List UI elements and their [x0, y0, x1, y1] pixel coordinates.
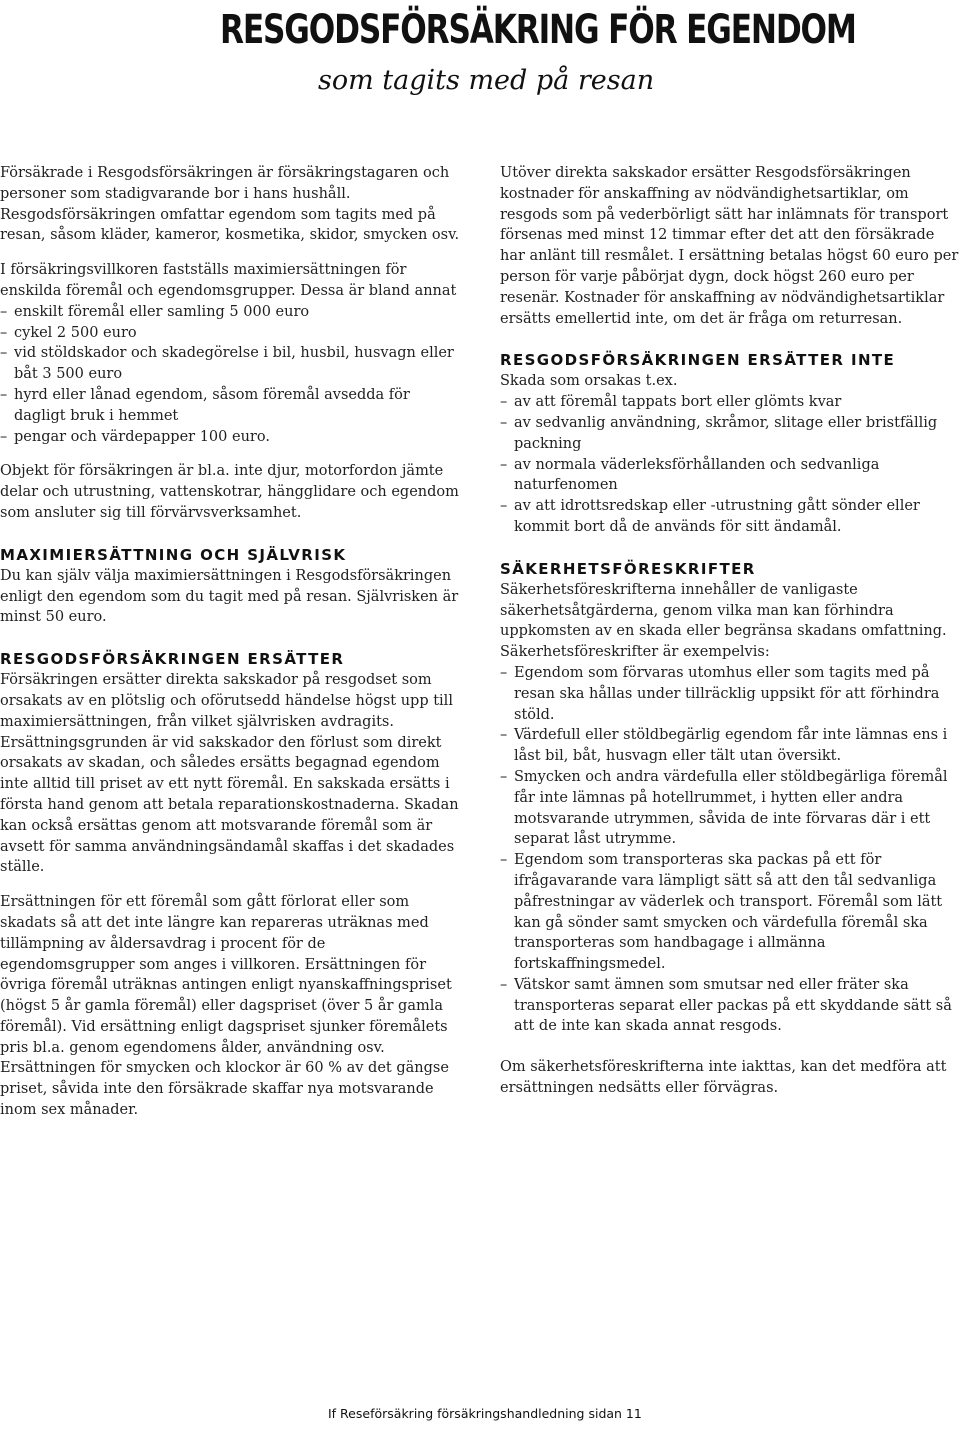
- list-item: – av normala väderleksförhållanden och sedvanliga naturfenomen: [500, 455, 960, 497]
- closing-paragraph: Om säkerhetsföreskrifterna inte iakttas, kan det medföra att ersättningen nedsätts eller förvägras.: [500, 1059, 947, 1097]
- compensation-paragraph: Försäkringen ersätter direkta sakskador på resgodset som orsakats av en plötslig och oförutsedd händelse högst upp till maximiersättningen, från vilket självrisken avdragits. Ersättningsgrunden är vid sakskador den förlust som direkt orsakats av skadan, och således ersätts begagnad egendom inte alltid till priset av ett nytt föremål. En sakskada ersätts i första hand genom att betala reparationskostnaderna. Skadan kan också ersättas genom att motsvarande föremål som är avsett för samma användningsändamål skaffas i det skadades ställe.: [0, 672, 459, 876]
- list-item: – cykel 2 500 euro: [0, 323, 460, 344]
- list-item: – Smycken och andra värdefulla eller stöldbegärliga föremål får inte lämnas på hotellrummet, i hytten eller andra motsvarande utrymmen, såvida de inte förvaras där i ett separat låst utrymme.: [500, 767, 960, 850]
- list-item: – Vätskor samt ämnen som smutsar ned eller fräter ska transporteras separat eller packas på ett skyddande sätt så att de inte kan skada annat resgods.: [500, 975, 960, 1037]
- maximum-paragraph: Du kan själv välja maximiersättningen i Resgodsförsäkringen enligt den egendom som du tagit med på resan. Självrisken är minst 50 euro.: [0, 567, 459, 626]
- safety-list: [500, 663, 960, 1037]
- limits-intro-paragraph: I försäkringsvillkoren fastställs maximiersättningen för enskilda föremål och egendomsgrupper. Dessa är bland annat: [0, 262, 457, 299]
- section-heading-not-compensated: RESGODSFÖRSÄKRINGEN ERSÄTTER INTE: [500, 351, 896, 370]
- page-footer: If Reseförsäkring försäkringshandledning sidan 11: [328, 1406, 642, 1421]
- list-item: – enskilt föremål eller samling 5 000 euro: [0, 302, 460, 323]
- list-item: – Värdefull eller stöldbegärlig egendom får inte lämnas ens i låst bil, båt, husvagn eller tält utan översikt.: [500, 725, 960, 767]
- delay-paragraph: Utöver direkta sakskador ersätter Resgodsförsäkringen kostnader för anskaffning av nödvändighetsartiklar, om resgods som på vederbörligt sätt har inlämnats för transport försenas med minst 12 timmar efter det att den försäkrade har anlänt till resmålet. I ersättning betalas högst 60 euro per person för varje påbörjat dygn, dock högst 260 euro per resenär. Kostnader för anskaffning av nödvändighetsartiklar ersätts emellertid inte, om det är fråga om returresan.: [500, 165, 959, 327]
- list-item: – hyrd eller lånad egendom, såsom föremål avsedda för dagligt bruk i hemmet: [0, 385, 460, 427]
- intro-paragraph: Försäkrade i Resgodsförsäkringen är försäkringstagaren och personer som stadigvarande bor i hans hushåll. Resgodsförsäkringen omfattar egendom som tagits med på resan, såsom kläder, kameror, kosmetika, skidor, smycken osv.: [0, 165, 460, 244]
- section-heading-maximum: MAXIMIERSÄTTNING OCH SJÄLVRISK: [0, 545, 347, 564]
- list-item: – vid stöldskador och skadegörelse i bil, husbil, husvagn eller båt 3 500 euro: [0, 343, 460, 385]
- list-item: – Egendom som förvaras utomhus eller som tagits med på resan ska hållas under tillräcklig uppsikt för att förhindra stöld.: [500, 663, 960, 725]
- section-heading-compensates: RESGODSFÖRSÄKRINGEN ERSÄTTER: [0, 650, 345, 669]
- list-item: – av sedvanlig användning, skråmor, slitage eller bristfällig packning: [500, 413, 960, 455]
- page-title: RESGODSFÖRSÄKRING FÖR EGENDOM: [220, 7, 856, 53]
- left-column: [0, 163, 460, 1121]
- limits-list: [0, 302, 460, 448]
- list-item: – pengar och värdepapper 100 euro.: [0, 427, 460, 448]
- list-item: – Egendom som transporteras ska packas på ett för ifrågavarande vara lämpligt sätt så att den tål sedvanliga påfrestningar av väderlek och transport. Föremål som lätt kan gå sönder samt smycken och värdefulla föremål ska transporteras som handbagage i allmänna fortskaffningsmedel.: [500, 850, 960, 975]
- list-item: – av att föremål tappats bort eller glömts kvar: [500, 392, 960, 413]
- right-column: [500, 163, 960, 1099]
- not-compensated-intro: Skada som orsakas t.ex.: [500, 373, 678, 390]
- safety-intro: Säkerhetsföreskrifterna innehåller de vanligaste säkerhetsåtgärderna, genom vilka man kan förhindra uppkomsten av en skada eller begränsa skadans omfattning. Säkerhetsföreskrifter är exempelvis:: [500, 581, 947, 661]
- exclusions-paragraph: Objekt för försäkringen är bl.a. inte djur, motorfordon jämte delar och utrustning, vattenskotrar, hängglidare och egendom som ansluter sig till förvärvsverksamhet.: [0, 463, 459, 521]
- page-subtitle: som tagits med på resan: [318, 65, 655, 96]
- list-item: – av att idrottsredskap eller -utrustning gått sönder eller kommit bort då de används för sitt ändamål.: [500, 496, 960, 538]
- not-compensated-list: [500, 392, 960, 538]
- compensation-calculation-paragraph: Ersättningen för ett föremål som gått förlorat eller som skadats så att det inte längre kan repareras uträknas med tillämpning av åldersavdrag i procent för de egendomsgrupper som anges i villkoren. Ersättningen för övriga föremål uträknas antingen enligt nyanskaffningspriset (högst 5 år gamla föremål) eller dagspriset (över 5 år gamla föremål). Vid ersättning enligt dagspriset sjunker föremålets pris bl.a. genom egendomens ålder, användning osv. Ersättningen för smycken och klockor är 60 % av det gängse priset, såvida inte den försäkrade skaffar nya motsvarande inom sex månader.: [0, 894, 452, 1119]
- section-heading-safety: SÄKERHETSFÖRESKRIFTER: [500, 559, 756, 578]
